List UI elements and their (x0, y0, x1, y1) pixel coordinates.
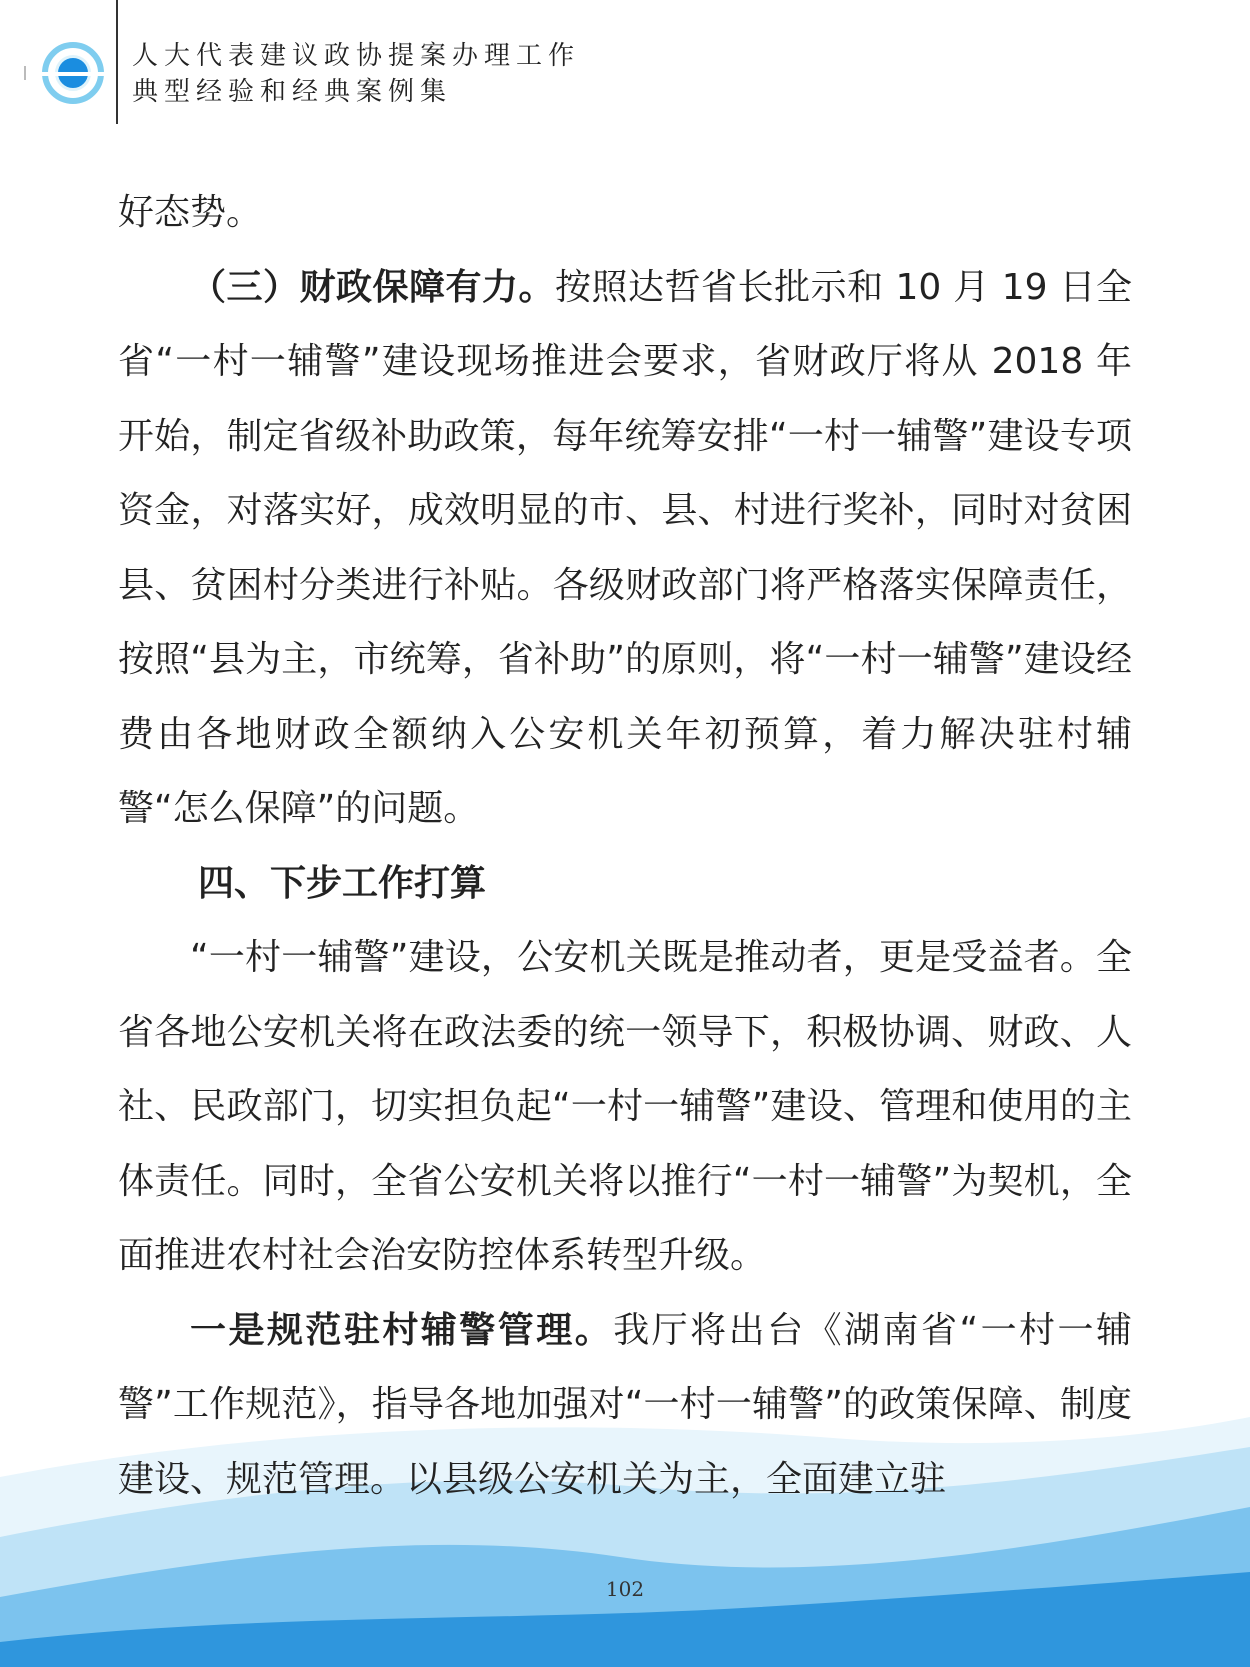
paragraph-fiscal-text: 按照达哲省长批示和 10 月 19 日全省“一村一辅警”建设现场推进会要求，省财政厅将从 2018 年开始，制定省级补助政策，每年统筹安排“一村一辅警”建设专项资金，对落实好，成效明显的市、县、村进行奖补，同时对贫困县、贫困村分类进行补贴。各级财政部门将严格落实保障责任，按照“县为主，市统筹，省补助”的原则，将“一村一辅警”建设经费由各地财政全额纳入公安机关年初预算，着力解决驻村辅警“怎么保障”的问题。 (118, 266, 1132, 829)
header-tick-mark (24, 66, 26, 80)
section-subheading: （三）财政保障有力。 (190, 266, 556, 308)
circle-logo-icon (42, 42, 104, 104)
header-divider (116, 0, 118, 124)
document-body (118, 176, 1132, 1517)
section-heading: 四、下步工作打算 (198, 862, 487, 904)
item-subheading: 一是规范驻村辅警管理。 (190, 1309, 614, 1351)
header-title-line1: 人大代表建议政协提案办理工作 (132, 41, 581, 71)
page-header (0, 0, 1250, 125)
paragraph-continuation: 好态势。 (118, 192, 263, 233)
paragraph-management (118, 1294, 1132, 1518)
page-number: 102 (605, 1577, 645, 1601)
paragraph-management-text: 我厅将出台《湖南省“一村一辅警”工作规范》，指导各地加强对“一村一辅警”的政策保障、制度建设、规范管理。以县级公安机关为主，全面建立驻 (118, 1309, 1132, 1500)
paragraph-plan: “一村一辅警”建设，公安机关既是推动者，更是受益者。全省各地公安机关将在政法委的统一领导下，积极协调、财政、人社、民政部门，切实担负起“一村一辅警”建设、管理和使用的主体责任。同时，全省公安机关将以推行“一村一辅警”为契机，全面推进农村社会治安防控体系转型升级。 (118, 937, 1132, 1276)
header-title-line2: 典型经验和经典案例集 (132, 77, 453, 107)
paragraph-fiscal (118, 251, 1132, 847)
